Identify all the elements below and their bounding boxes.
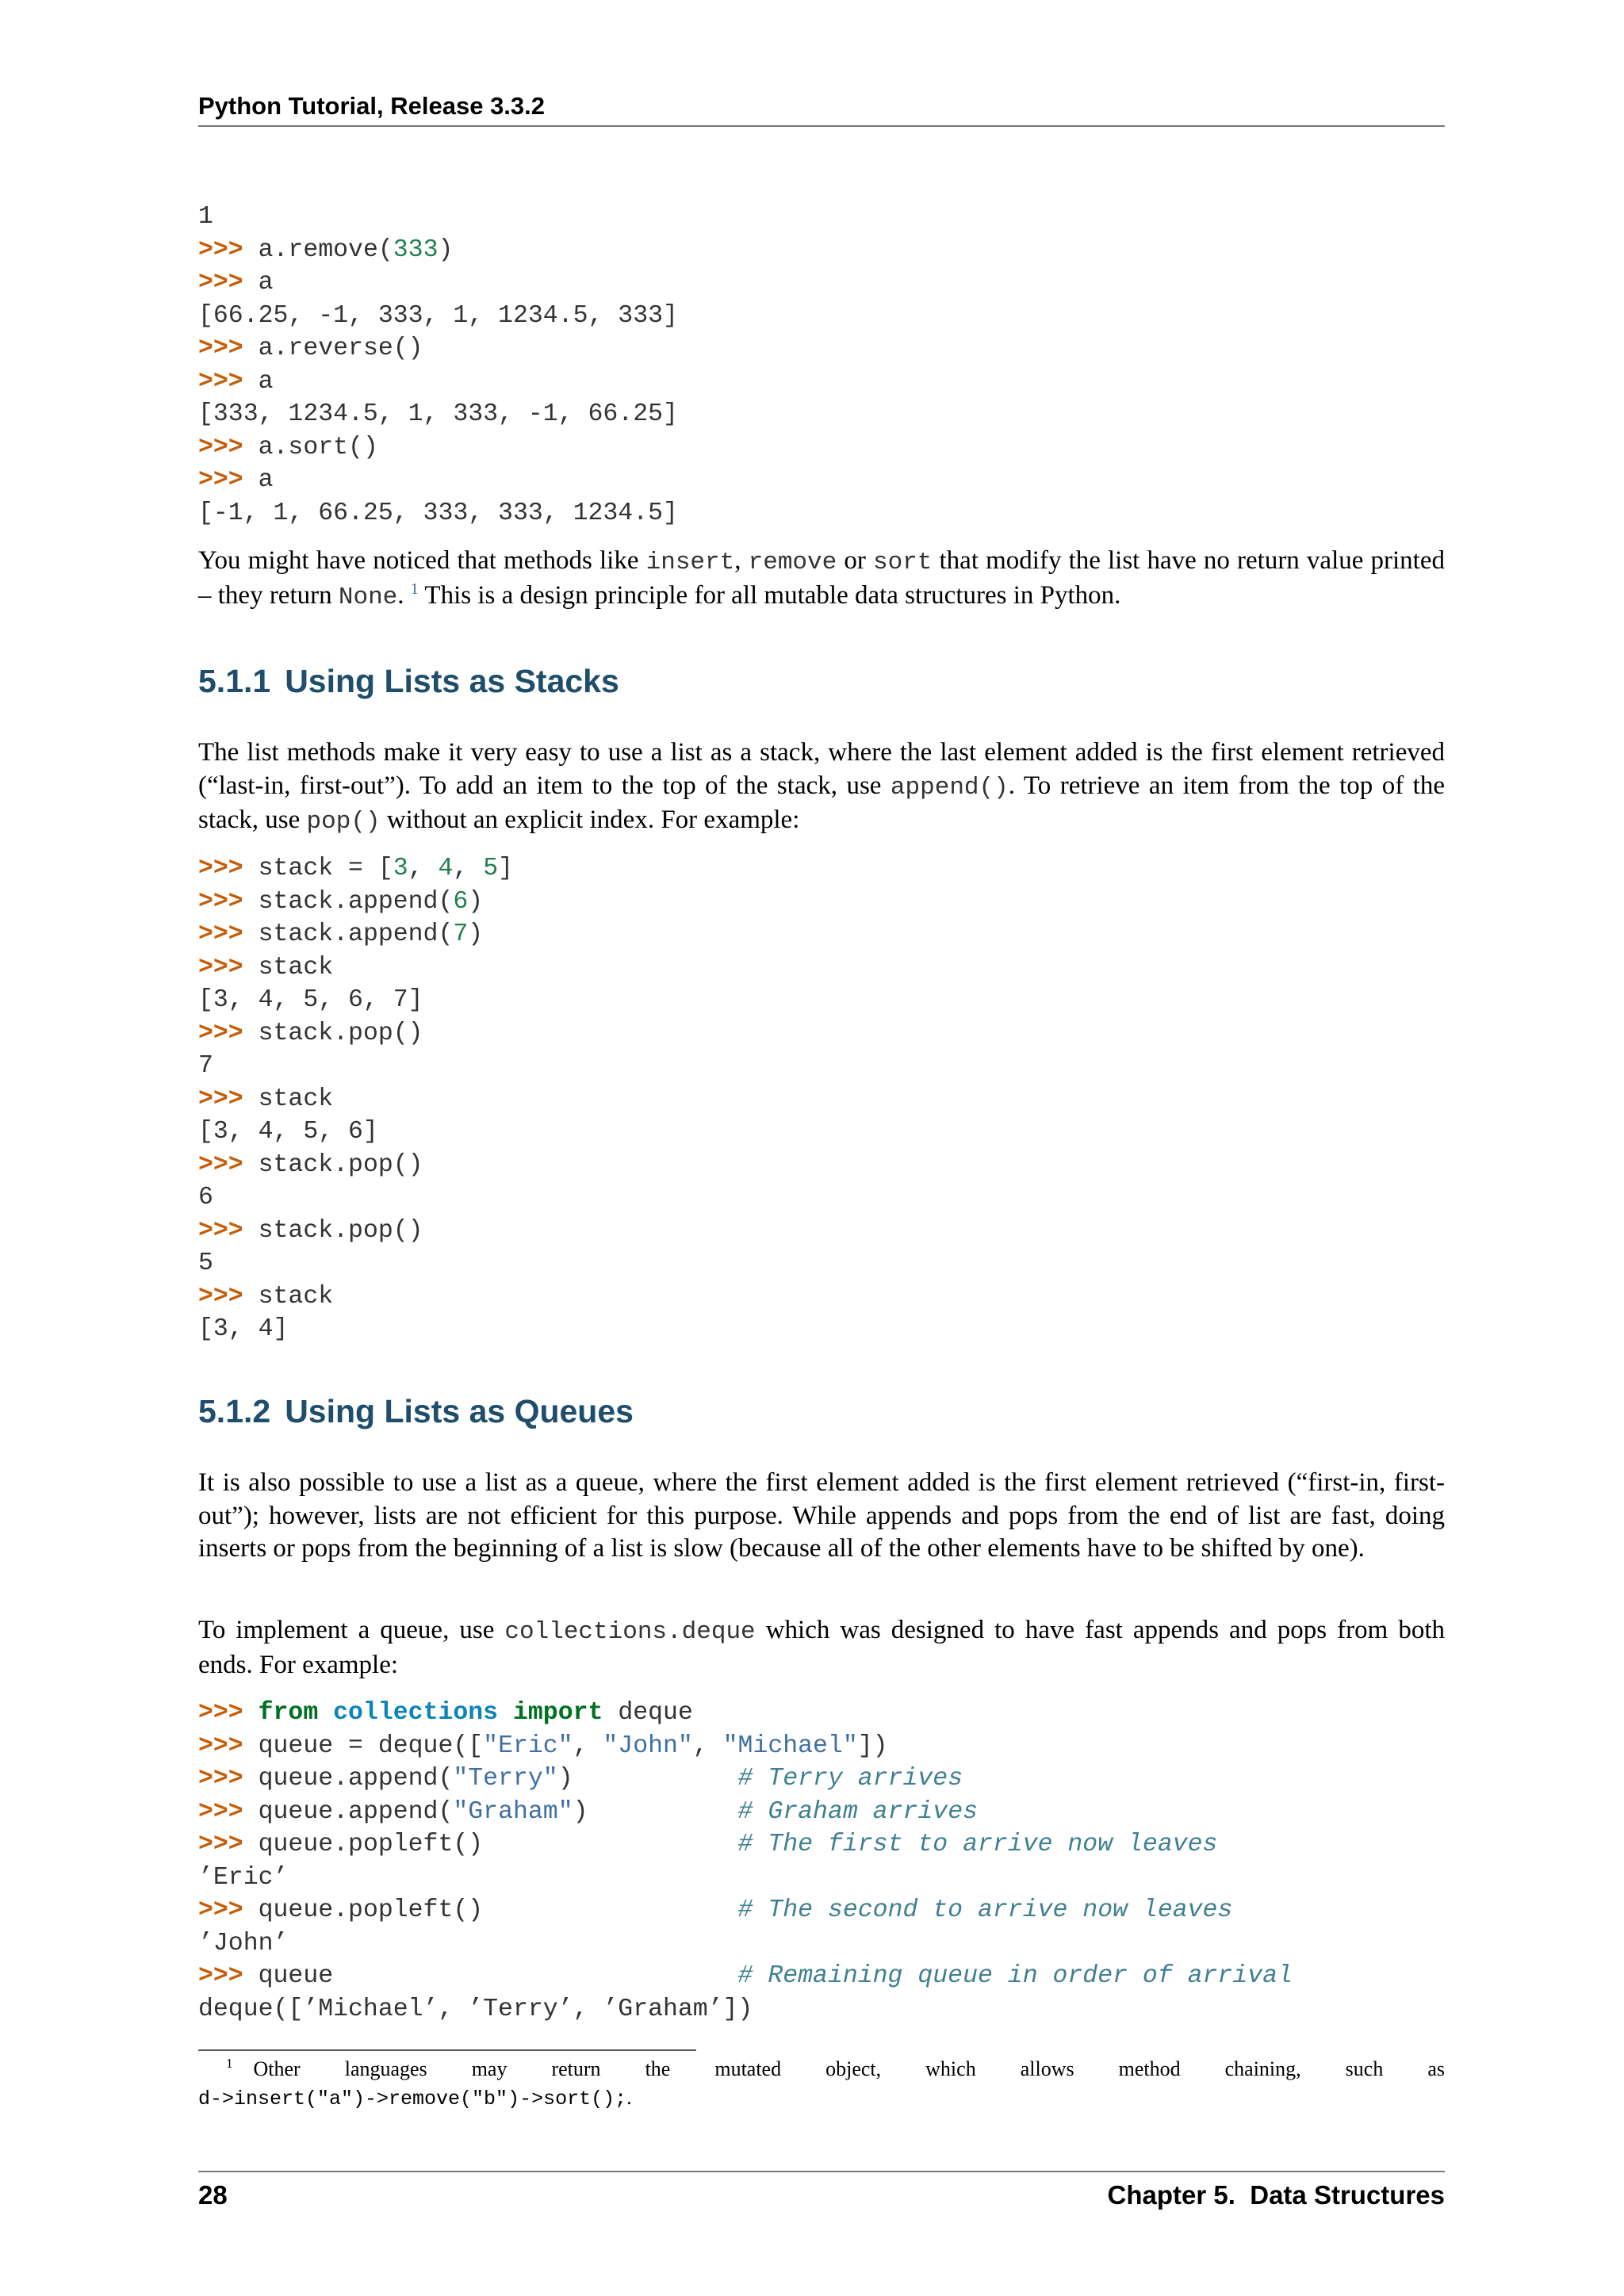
code-line: >>> a.reverse() xyxy=(198,335,423,362)
code-line: >>> queue.append("Terry") # Terry arrives xyxy=(198,1765,963,1793)
code-line: >>> queue # Remaining queue in order of arrival xyxy=(198,1962,1293,1990)
code-line: >>> a.sort() xyxy=(198,433,378,461)
code-line: >>> stack.pop() xyxy=(198,1150,423,1179)
footnote-text: $^1$ Other languages may return the mutated object, which allows method chaining, such as xyxy=(226,2056,1445,2080)
code-line: >>> queue = deque(["Eric", "John", "Michael"]) xyxy=(198,1732,888,1760)
code-line: >>> a xyxy=(198,269,274,297)
section-heading-queues: 5.1.2 Using Lists as Queues xyxy=(198,1393,634,1429)
code-block-queue-example xyxy=(198,1697,1445,2026)
code-line: [66.25, -1, 333, 1, 1234.5, 333] xyxy=(198,301,678,330)
code-line: >>> from collections import deque xyxy=(198,1699,693,1727)
code-line: >>> a xyxy=(198,466,274,494)
code-line: >>> queue.append("Graham") # Graham arrives xyxy=(198,1797,978,1826)
footnote-separator xyxy=(198,2049,696,2051)
paragraph-deque-intro: To implement a queue, use collections.deque which was designed to have fast appends and pops from both ends. For example: xyxy=(198,1616,1445,1679)
code-line: >>> stack xyxy=(198,953,334,982)
code-line: [3, 4, 5, 6, 7] xyxy=(198,986,423,1014)
code-line: deque([’Michael’, ’Terry’, ’Graham’]) xyxy=(198,1995,753,2023)
paragraph-return-values: You might have noticed that methods like insert, remove or sort that modify the list have no return value printed – they return None. $^1$ This is a design principle for all mutable data structures in Python. xyxy=(198,546,1445,611)
code-line: ’Eric’ xyxy=(198,1863,289,1892)
code-line: [333, 1234.5, 1, 333, -1, 66.25] xyxy=(198,400,678,428)
code-line: 7 xyxy=(198,1052,213,1080)
code-block-list-methods xyxy=(198,201,1445,530)
code-line: >>> stack.pop() xyxy=(198,1019,423,1047)
page-number: 28 xyxy=(198,2180,228,2210)
code-line: 6 xyxy=(198,1184,213,1211)
code-line: >>> stack xyxy=(198,1085,334,1113)
code-line: >>> stack.append(7) xyxy=(198,920,484,948)
running-header: Python Tutorial, Release 3.3.2 xyxy=(198,92,1445,127)
code-block-stack-example xyxy=(198,852,1445,1346)
paragraph-stacks-intro: The list methods make it very easy to use a list as a stack, where the last element added is the first element retrieved (“last-in, first-out”). To add an item to the top of the stack, use append(). To retrieve an item from the top of the stack, use pop() without an explicit index. For example: xyxy=(198,738,1445,836)
footer-rule xyxy=(198,2171,1445,2172)
footnote-mark: 1 xyxy=(226,2056,233,2072)
code-line: [-1, 1, 66.25, 333, 333, 1234.5] xyxy=(198,499,678,527)
paragraph-queues-intro: It is also possible to use a list as a queue, where the first element added is the first element retrieved (“first-in, first-out”); however, lists are not efficient for this purpose. While appends and pops from the end of list are fast, doing inserts or pops from the beginning of a list is slow (because all of the other elements have to be shifted by one). xyxy=(198,1468,1445,1563)
code-line: [3, 4] xyxy=(198,1315,289,1343)
code-line: >>> stack.append(6) xyxy=(198,887,484,916)
code-line: >>> a.remove(333) xyxy=(198,235,454,264)
chapter-title: Chapter 5. Data Structures xyxy=(1107,2180,1445,2210)
code-line: [3, 4, 5, 6] xyxy=(198,1118,378,1146)
code-line: >>> queue.popleft() # The first to arrive now leaves xyxy=(198,1831,1218,1858)
code-line: >>> stack = [3, 4, 5] xyxy=(198,855,514,882)
footnote xyxy=(198,2055,1445,2114)
code-line: 1 xyxy=(198,203,213,231)
code-line: 5 xyxy=(198,1249,213,1277)
section-heading-stacks: 5.1.1 Using Lists as Stacks xyxy=(198,663,619,699)
footnote-reference[interactable]: 1 xyxy=(410,580,419,598)
code-line: >>> queue.popleft() # The second to arrive now leaves xyxy=(198,1896,1233,1924)
code-line: >>> a xyxy=(198,367,274,396)
code-line: >>> stack.pop() xyxy=(198,1216,423,1245)
code-line: >>> stack xyxy=(198,1282,334,1311)
code-line: ’John’ xyxy=(198,1929,289,1957)
footnote-code: d->insert("a")->remove("b")->sort();. xyxy=(198,2086,632,2110)
